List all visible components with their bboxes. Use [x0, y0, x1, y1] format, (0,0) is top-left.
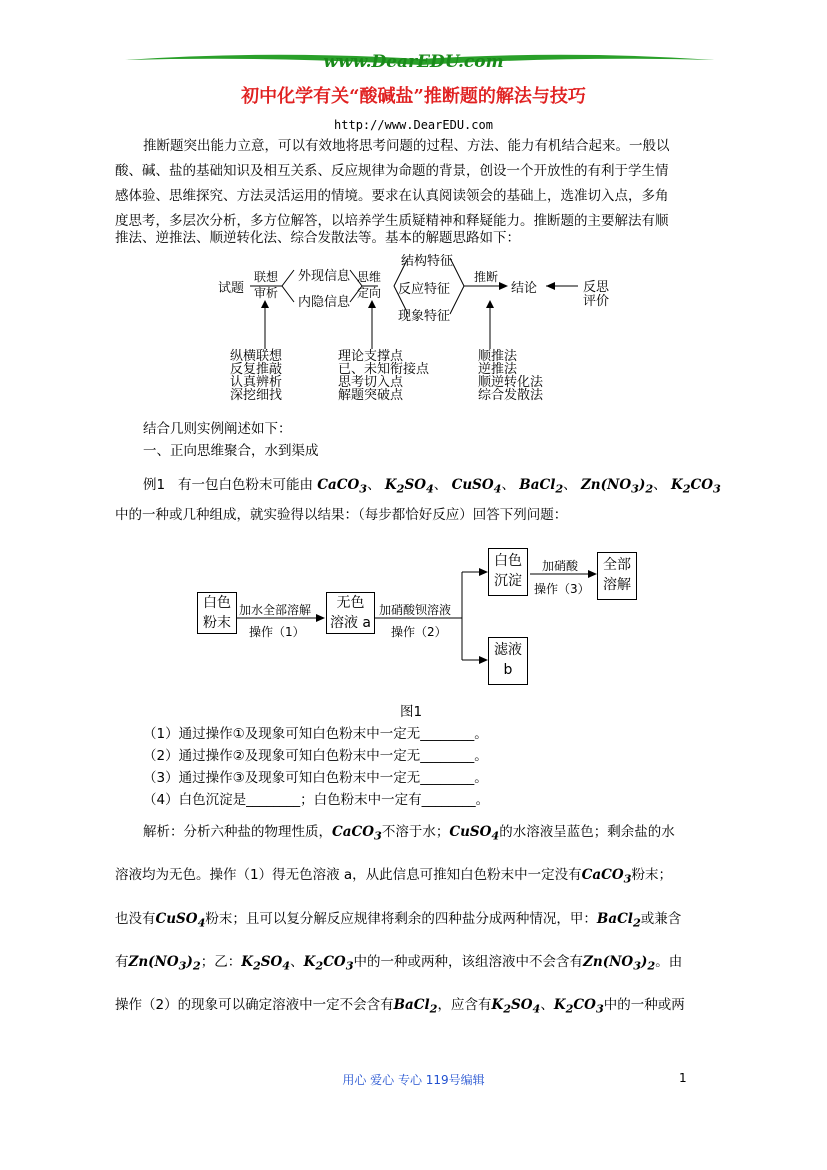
box-filtrate-b: 滤液 b — [488, 637, 528, 685]
question-1: （1）通过操作①及现象可知白色粉末中一定无________。 — [143, 726, 488, 742]
flow-col1-item: 认真辨析 — [230, 375, 283, 390]
flow-associate: 联想 — [254, 270, 279, 284]
formula-k2so4: $K_2SO_4$ — [384, 477, 434, 496]
formula-znno3: $Zn(NO_3)_2$ — [580, 477, 654, 496]
formula-cuso4: CuSO$_4$ — [451, 477, 502, 496]
flow-test: 试题 — [218, 281, 245, 296]
analysis-line-1: 解析：分析六种盐的物理性质，CaCO$_3$不溶于水；CuSO$_4$的水溶液呈蓝色；剩余盐的水 — [143, 824, 675, 843]
brand-logo: www.DearEDU.com — [323, 52, 504, 72]
analysis-line-2: 溶液均为无色。操作（1）得无色溶液 a，从此信息可推知白色粉末中一定没有CaCO$_3$粉末； — [115, 867, 672, 886]
question-2: （2）通过操作②及现象可知白色粉末中一定无________。 — [143, 748, 488, 764]
box-colorless-solution: 无色 溶液 a — [326, 592, 375, 634]
intro-line-1: 推断题突出能力立意，可以有效地将思考问题的过程、方法、能力有机结合起来。一般以 — [143, 138, 670, 154]
flow-col1-item: 深挖细找 — [230, 388, 283, 403]
formula-k2so4: $K_2SO_4$ — [491, 997, 541, 1016]
op1-label: 加水全部溶解 — [239, 603, 312, 617]
box-white-powder: 白色 粉末 — [197, 592, 237, 634]
formula-bacl2: BaCl$_2$ — [519, 477, 564, 496]
question-3: （3）通过操作③及现象可知白色粉末中一定无________。 — [143, 770, 488, 786]
formula-k2co3: $K_2CO_3$ — [303, 954, 354, 973]
formula-znno3: $Zn(NO_3)_2$ — [128, 954, 201, 973]
op2-step: 操作（2） — [391, 625, 447, 639]
page-number: 1 — [679, 1071, 687, 1085]
example-label: 例1 — [143, 477, 166, 493]
example-1-line: 例1 有一包白色粉末可能由 CaCO$_3$、 $K_2SO_4$、 CuSO$_4$、 BaCl$_2$、 $Zn(NO_3)_2$、 $K_2CO_3$ — [143, 477, 721, 496]
combine-line: 结合几则实例阐述如下： — [143, 421, 292, 437]
op3-step: 操作（3） — [534, 582, 590, 596]
formula-caco3: CaCO$_3$ — [581, 867, 632, 886]
flow-evaluate: 评价 — [583, 294, 610, 309]
flow-reflect: 反思 — [583, 280, 610, 295]
source-url: http://www.DearEDU.com — [334, 118, 493, 132]
formula-cuso4: CuSO$_4$ — [449, 824, 500, 843]
flow-col2-item: 思考切入点 — [338, 375, 404, 390]
formula-k2co3: $K_2CO_3$ — [553, 997, 604, 1016]
formula-bacl2: BaCl$_2$ — [393, 997, 438, 1016]
intro-line-5: 推法、逆推法、顺逆转化法、综合发散法等。基本的解题思路如下： — [115, 230, 520, 246]
flow-col2-item: 解题突破点 — [338, 388, 404, 403]
intro-line-3: 感体验、思维探究、方法灵活运用的情境。要求在认真阅读领会的基础上，选准切入点，多角 — [115, 188, 669, 204]
flow-col3-item: 综合发散法 — [478, 388, 544, 403]
box-white-precipitate: 白色 沉淀 — [488, 548, 528, 596]
flow-column-2 — [338, 350, 429, 402]
flow-conclusion: 结论 — [511, 281, 538, 296]
document-title: 初中化学有关“酸碱盐”推断题的解法与技巧 — [241, 86, 586, 107]
section-heading-1: 一、正向思维聚合，水到渠成 — [143, 443, 319, 459]
flow-col2-item: 已、未知衔接点 — [338, 362, 430, 377]
flow-column-3 — [478, 350, 543, 402]
flow-col3-item: 顺推法 — [478, 349, 518, 364]
formula-k2co3: $K_2CO_3$ — [670, 477, 721, 496]
analysis-line-5: 操作（2）的现象可以确定溶液中一定不会含有BaCl$_2$，应含有$K_2SO_4$、$K_2CO_3$中的一种或两 — [115, 997, 685, 1016]
flow-examine: 审析 — [254, 286, 279, 300]
flow-col1-item: 反复推敲 — [230, 362, 283, 377]
intro-line-2: 酸、碱、盐的基础知识及相互关系、反应规律为命题的背景，创设一个开放性的有利于学生情 — [115, 163, 669, 179]
flow-col2-item: 理论支撑点 — [338, 349, 404, 364]
flow-explicit-info: 外现信息 — [298, 269, 351, 284]
flow-phenomenon-feature: 现象特征 — [398, 309, 451, 324]
flow-thinking: 思维 — [357, 270, 382, 284]
flow-column-1 — [230, 350, 282, 402]
formula-cuso4: CuSO$_4$ — [155, 911, 206, 930]
analysis-line-4: 有$Zn(NO_3)_2$；乙：$K_2SO_4$、$K_2CO_3$中的一种或两种，该组溶液中不会含有$Zn(NO_3)_2$。由 — [115, 954, 683, 973]
op1-step: 操作（1） — [249, 625, 305, 639]
formula-znno3: $Zn(NO_3)_2$ — [583, 954, 656, 973]
flow-implicit-info: 内隐信息 — [298, 295, 351, 310]
question-4: （4）白色沉淀是________；白色粉末中一定有________。 — [143, 792, 490, 808]
op3-label: 加硝酸 — [542, 559, 579, 573]
flow-reaction-feature: 反应特征 — [398, 282, 451, 297]
formula-caco3: CaCO$_3$ — [317, 477, 368, 496]
formula-caco3: CaCO$_3$ — [332, 824, 382, 843]
example-1-line-2: 中的一种或几种组成，就实验得以结果：（每步都恰好反应）回答下列问题： — [115, 507, 568, 523]
analysis-line-3: 也没有CuSO$_4$粉末；且可以复分解反应规律将剩余的四种盐分成两种情况，甲：BaCl$_2$或兼含 — [115, 911, 682, 930]
flow-structure-feature: 结构特征 — [401, 254, 454, 269]
formula-k2so4: $K_2SO_4$ — [241, 954, 291, 973]
formula-bacl2: BaCl$_2$ — [596, 911, 641, 930]
flow-col3-item: 顺逆转化法 — [478, 375, 544, 390]
flow-col3-item: 逆推法 — [478, 362, 518, 377]
example-text: 有一包白色粉末可能由 — [177, 477, 313, 493]
op2-label: 加硝酸钡溶液 — [379, 603, 452, 617]
flow-infer: 推断 — [474, 270, 499, 284]
intro-line-4: 度思考，多层次分析，多方位解答，以培养学生质疑精神和释疑能力。推断题的主要解法有顺 — [115, 213, 669, 229]
flow-orient: 定向 — [357, 286, 382, 300]
flow-col1-item: 纵横联想 — [230, 349, 283, 364]
page-footer: 用心 爱心 专心 119号编辑 — [342, 1073, 485, 1087]
box-fully-dissolved: 全部 溶解 — [597, 552, 637, 600]
figure-1-caption: 图1 — [400, 704, 423, 720]
